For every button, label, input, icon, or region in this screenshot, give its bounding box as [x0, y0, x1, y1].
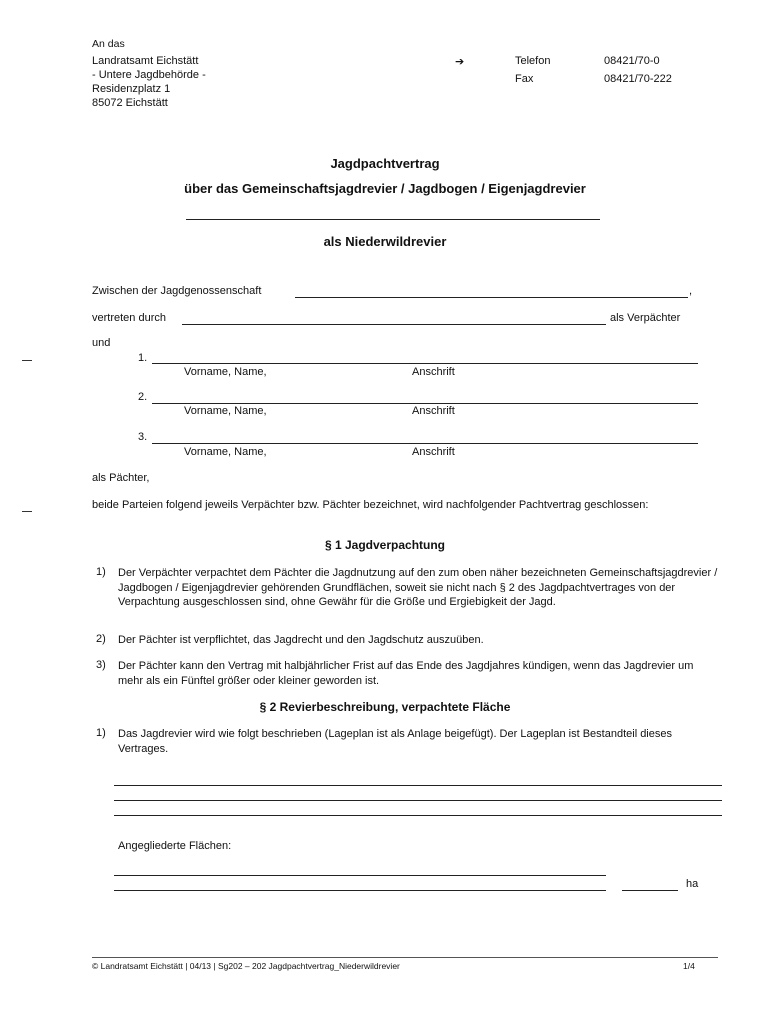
- description-line: [114, 785, 722, 786]
- document-title: Jagdpachtvertrag: [330, 156, 440, 171]
- address-line-2: Landratsamt Eichstätt: [92, 55, 199, 67]
- and-label: und: [92, 337, 111, 349]
- phone-label: Telefon: [515, 55, 551, 67]
- revier-type: als Niederwildrevier: [323, 234, 447, 249]
- phone-value: 08421/70-0: [604, 55, 660, 67]
- arrow-icon: ➔: [455, 56, 465, 68]
- cooperative-name-line: [295, 297, 688, 298]
- as-tenant-label: als Pächter,: [92, 472, 150, 484]
- tenant-line: [152, 443, 698, 444]
- description-line: [114, 800, 722, 801]
- attached-area-line: [114, 890, 606, 891]
- item-text: Der Pächter kann den Vertrag mit halbjährlicher Frist auf das Ende des Jagdjahres kündigen, wenn das Jagdrevier um mehr als ein Fünftel größer oder kleiner geworden ist.: [118, 660, 694, 687]
- footer-rule: [92, 957, 718, 958]
- fold-mark-bottom: [22, 511, 32, 512]
- document-subtitle: über das Gemeinschaftsjagdrevier / Jagdbogen / Eigenjagdrevier: [184, 181, 586, 196]
- tenant-address-label: Anschrift: [412, 366, 455, 378]
- item-number: 2): [96, 633, 106, 645]
- address-line-1: An das: [92, 38, 125, 50]
- footer-text: © Landratsamt Eichstätt | 04/13 | Sg202 – 202 Jagdpachtvertrag_Niederwildrevier: [92, 961, 400, 971]
- item-text: Der Pächter ist verpflichtet, das Jagdrecht und den Jagdschutz auszuüben.: [118, 634, 484, 646]
- revier-name-line: [186, 219, 600, 220]
- item-number: 1): [96, 566, 106, 578]
- item-number: 1): [96, 727, 106, 739]
- tenant-number: 2.: [138, 391, 148, 403]
- both-parties-text: beide Parteien folgend jeweils Verpächter bzw. Pächter bezeichnet, wird nachfolgender Pachtvertrag geschlossen:: [92, 499, 649, 511]
- fax-label: Fax: [515, 73, 534, 85]
- tenant-number: 1.: [138, 352, 148, 364]
- attached-area-line: [114, 875, 606, 876]
- fold-mark-top: [22, 360, 32, 361]
- between-comma: ,: [689, 285, 693, 297]
- tenant-name-label: Vorname, Name,: [184, 405, 267, 417]
- tenant-number: 3.: [138, 431, 148, 443]
- section-1-heading: § 1 Jagdverpachtung: [324, 538, 446, 552]
- page-number: 1/4: [683, 961, 695, 971]
- item-text: Der Verpächter verpachtet dem Pächter die Jagdnutzung auf den zum oben näher bezeichneten Gemeinschaftsjagdrevier / Jagdbogen / Eigenjagdrevier gehörenden Grundflächen, soweit sie nicht nach § 2 des Jagdpachtvertrages von der Verpachtung ausgeschlossen sind, ohne Gewähr für die Größe und Ergiebigkeit der Jagd.: [118, 567, 718, 608]
- as-lessor-label: als Verpächter: [610, 312, 681, 324]
- represented-label: vertreten durch: [92, 312, 166, 324]
- between-label: Zwischen der Jagdgenossenschaft: [92, 285, 262, 297]
- address-line-4: Residenzplatz 1: [92, 83, 171, 95]
- address-line-5: 85072 Eichstätt: [92, 97, 168, 109]
- tenant-address-label: Anschrift: [412, 405, 455, 417]
- tenant-line: [152, 403, 698, 404]
- tenant-address-label: Anschrift: [412, 446, 455, 458]
- section-2-heading: § 2 Revierbeschreibung, verpachtete Fläche: [259, 700, 511, 714]
- hectare-unit: ha: [686, 878, 699, 890]
- representative-line: [182, 324, 606, 325]
- tenant-line: [152, 363, 698, 364]
- address-line-3: - Untere Jagdbehörde -: [92, 69, 206, 81]
- tenant-name-label: Vorname, Name,: [184, 446, 267, 458]
- item-text: Das Jagdrevier wird wie folgt beschrieben (Lageplan ist als Anlage beigefügt). Der Lageplan ist Bestandteil dieses Vertrages.: [118, 728, 672, 755]
- item-number: 3): [96, 659, 106, 671]
- hectare-value-line: [622, 890, 678, 891]
- description-line: [114, 815, 722, 816]
- attached-areas-label: Angegliederte Flächen:: [118, 840, 232, 852]
- tenant-name-label: Vorname, Name,: [184, 366, 267, 378]
- fax-value: 08421/70-222: [604, 73, 672, 85]
